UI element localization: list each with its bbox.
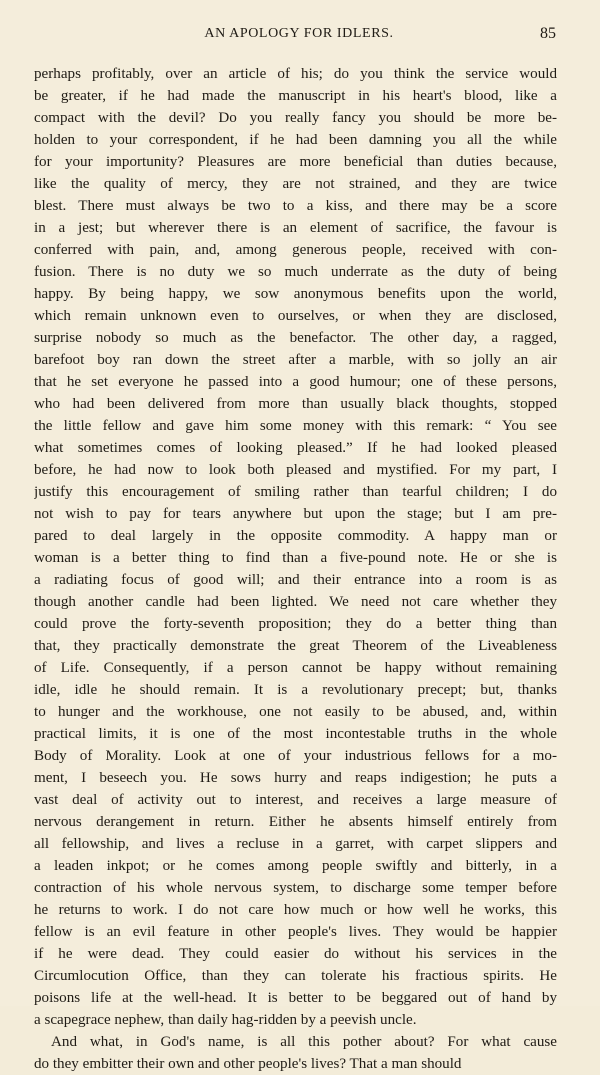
text-line: if he were dead. They could easier do without his services in the — [34, 946, 557, 962]
text-line: do they embitter their own and other people's lives? That a man should — [34, 1056, 462, 1072]
text-line: holden to your correspondent, if he had been damning you all the while — [34, 132, 557, 148]
text-line: that, they practically demonstrate the great Theorem of the Liveableness — [34, 638, 557, 654]
text-line: what sometimes comes of looking pleased.” If he had looked pleased — [34, 440, 557, 456]
text-line: could prove the forty-seventh proposition; they do a better thing than — [34, 616, 557, 632]
text-line: contraction of his whole nervous system, to discharge some temper before — [34, 880, 557, 896]
text-line: fusion. There is no duty we so much underrate as the duty of being — [34, 264, 557, 280]
text-line: all fellowship, and lives a recluse in a garret, with carpet slippers and — [34, 836, 557, 852]
text-line: that he set everyone he passed into a good humour; one of these persons, — [34, 374, 557, 390]
text-line: for your importunity? Pleasures are more beneficial than duties because, — [34, 154, 557, 170]
text-line: nervous derangement in return. Either he absents himself entirely from — [34, 814, 557, 830]
text-line: in a jest; but wherever there is an element of sacrifice, the favour is — [34, 220, 557, 236]
text-line: though another candle had been lighted. We need not care whether they — [34, 594, 557, 610]
text-line: woman is a better thing to find than a five-pound note. He or she is — [34, 550, 557, 566]
text-line: before, he had now to look both pleased and mystified. For my part, I — [34, 462, 557, 478]
running-title: AN APOLOGY FOR IDLERS. — [204, 26, 394, 41]
text-line: idle, idle he should remain. It is a revolutionary precept; but, thanks — [34, 682, 557, 698]
text-line: justify this encouragement of smiling rather than tearful children; I do — [34, 484, 557, 500]
text-line: And what, in God's name, is all this pother about? For what cause — [51, 1034, 557, 1050]
text-line: compact with the devil? Do you really fancy you should be more be- — [34, 110, 557, 126]
text-line: surprise nobody so much as the benefactor. The other day, a ragged, — [34, 330, 557, 346]
running-head — [34, 26, 564, 46]
text-line: pared to deal largely in the opposite commodity. A happy man or — [34, 528, 557, 544]
text-line: barefoot boy ran down the street after a marble, with so jolly an air — [34, 352, 557, 368]
text-line: poisons life at the well-head. It is better to be beggared out of hand by — [34, 990, 557, 1006]
text-line: Circumlocution Office, than they can tolerate his fractious spirits. He — [34, 968, 557, 984]
text-line: like the quality of mercy, they are not strained, and they are twice — [34, 176, 557, 192]
text-line: perhaps profitably, over an article of his; do you think the service would — [34, 66, 557, 82]
paragraph — [34, 63, 557, 1031]
text-line: fellow is an evil feature in other people's lives. They would be happier — [34, 924, 557, 940]
text-line: Body of Morality. Look at one of your industrious fellows for a mo- — [34, 748, 557, 764]
text-line: vast deal of activity out to interest, and receives a large measure of — [34, 792, 557, 808]
text-line: not wish to pay for tears anywhere but upon the stage; but I am pre- — [34, 506, 557, 522]
text-line: a radiating focus of good will; and their entrance into a room is as — [34, 572, 557, 588]
text-line: he returns to work. I do not care how much or how well he works, this — [34, 902, 557, 918]
text-line: the little fellow and gave him some money with this remark: “ You see — [34, 418, 557, 434]
text-line: which remain unknown even to ourselves, or when they are disclosed, — [34, 308, 557, 324]
text-line: a leaden inkpot; or he comes among people swiftly and bitterly, in a — [34, 858, 557, 874]
text-line: ment, I beseech you. He sows hurry and reaps indigestion; he puts a — [34, 770, 557, 786]
text-line: conferred with pain, and, among generous people, received with con- — [34, 242, 557, 258]
page-number: 85 — [540, 25, 556, 42]
text-line: to hunger and the workhouse, one not easily to be abused, and, within — [34, 704, 557, 720]
text-line: who had been delivered from more than usually black thoughts, stopped — [34, 396, 557, 412]
paragraph — [34, 1031, 557, 1075]
text-line: be greater, if he had made the manuscript in his heart's blood, like a — [34, 88, 557, 104]
text-line: of Life. Consequently, if a person cannot be happy without remaining — [34, 660, 557, 676]
text-line: happy. By being happy, we sow anonymous benefits upon the world, — [34, 286, 557, 302]
body-text — [34, 63, 557, 1075]
text-line: blest. There must always be two to a kiss, and there may be a score — [34, 198, 557, 214]
text-line: a scapegrace nephew, than daily hag-ridden by a peevish uncle. — [34, 1012, 417, 1028]
text-line: practical limits, it is one of the most incontestable truths in the whole — [34, 726, 557, 742]
